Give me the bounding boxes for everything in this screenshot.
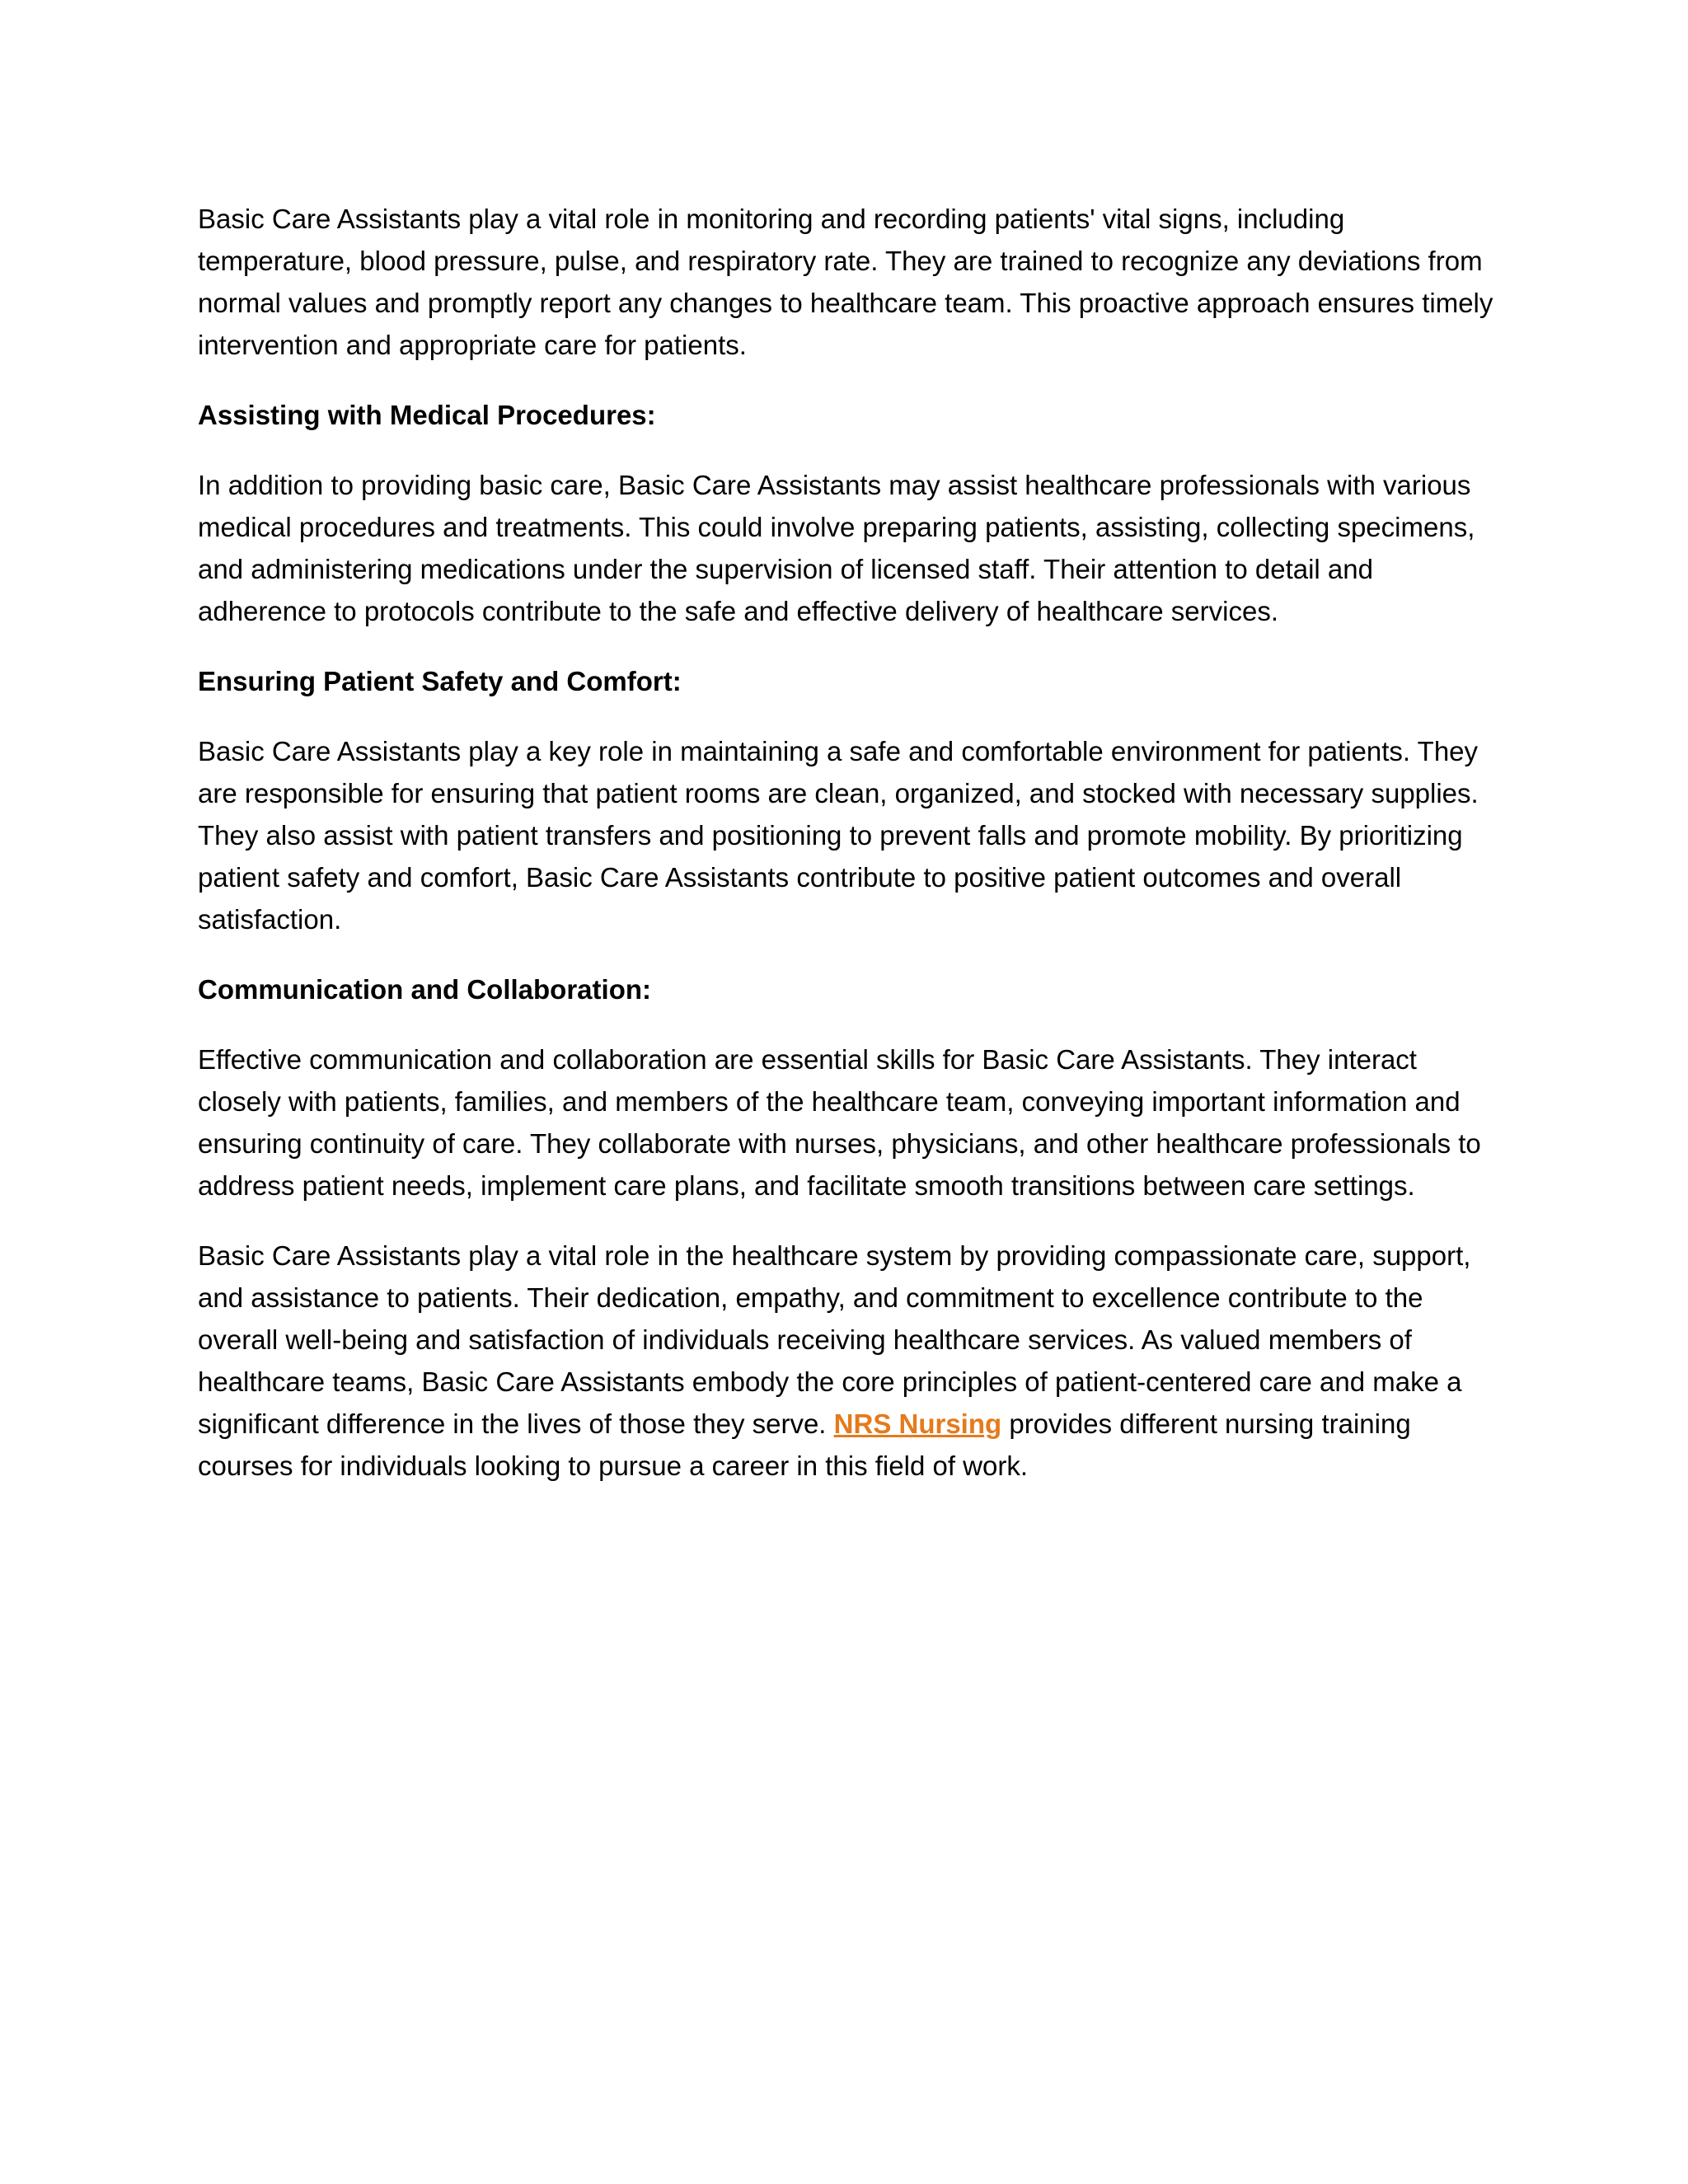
paragraph-medical-procedures: In addition to providing basic care, Basic Care Assistants may assist healthcare professionals with various medical procedures and treatments. This could involve preparing patients, assisting, collecting specimens, and administering medications under the supervision of licensed staff. Their attention to detail and adherence to protocols contribute to the safe and effective delivery of healthcare services. bbox=[198, 470, 1475, 626]
document-body bbox=[198, 198, 1500, 1515]
paragraph-patient-safety: Basic Care Assistants play a key role in maintaining a safe and comfortable environment for patients. They are responsible for ensuring that patient rooms are clean, organized, and stocked with necessary supplies. They also assist with patient transfers and positioning to prevent falls and promote mobility. By prioritizing patient safety and comfort, Basic Care Assistants contribute to positive patient outcomes and overall satisfaction. bbox=[198, 736, 1479, 935]
heading-medical-procedures: Assisting with Medical Procedures: bbox=[198, 400, 656, 430]
conclusion-text-before-link: Basic Care Assistants play a vital role in the healthcare system by providing compassionate care, support, and assistance to patients. Their dedication, empathy, and commitment to excellence contribute to the overall well-being and satisfaction of individuals receiving healthcare services. As valued members of healthcare teams, Basic Care Assistants embody the core principles of patient-centered care and make a significant difference in the lives of those they serve. bbox=[198, 1240, 1471, 1439]
conclusion-text-after-link: provides different nursing training courses for individuals looking to pursue a career in this field of work. bbox=[198, 1408, 1411, 1481]
paragraph-vital-signs: Basic Care Assistants play a vital role in monitoring and recording patients' vital signs, including temperature, blood pressure, pulse, and respiratory rate. They are trained to recognize any deviations from normal values and promptly report any changes to healthcare team. This proactive approach ensures timely intervention and appropriate care for patients. bbox=[198, 204, 1493, 360]
heading-patient-safety: Ensuring Patient Safety and Comfort: bbox=[198, 666, 682, 696]
nrs-nursing-link[interactable]: NRS Nursing bbox=[833, 1408, 1002, 1439]
heading-communication: Communication and Collaboration: bbox=[198, 974, 651, 1005]
paragraph-conclusion bbox=[198, 1235, 1500, 1487]
paragraph-communication: Effective communication and collaboration are essential skills for Basic Care Assistants. They interact closely with patients, families, and members of the healthcare team, conveying important information and ensuring continuity of care. They collaborate with nurses, physicians, and other healthcare professionals to address patient needs, implement care plans, and facilitate smooth transitions between care settings. bbox=[198, 1044, 1481, 1201]
